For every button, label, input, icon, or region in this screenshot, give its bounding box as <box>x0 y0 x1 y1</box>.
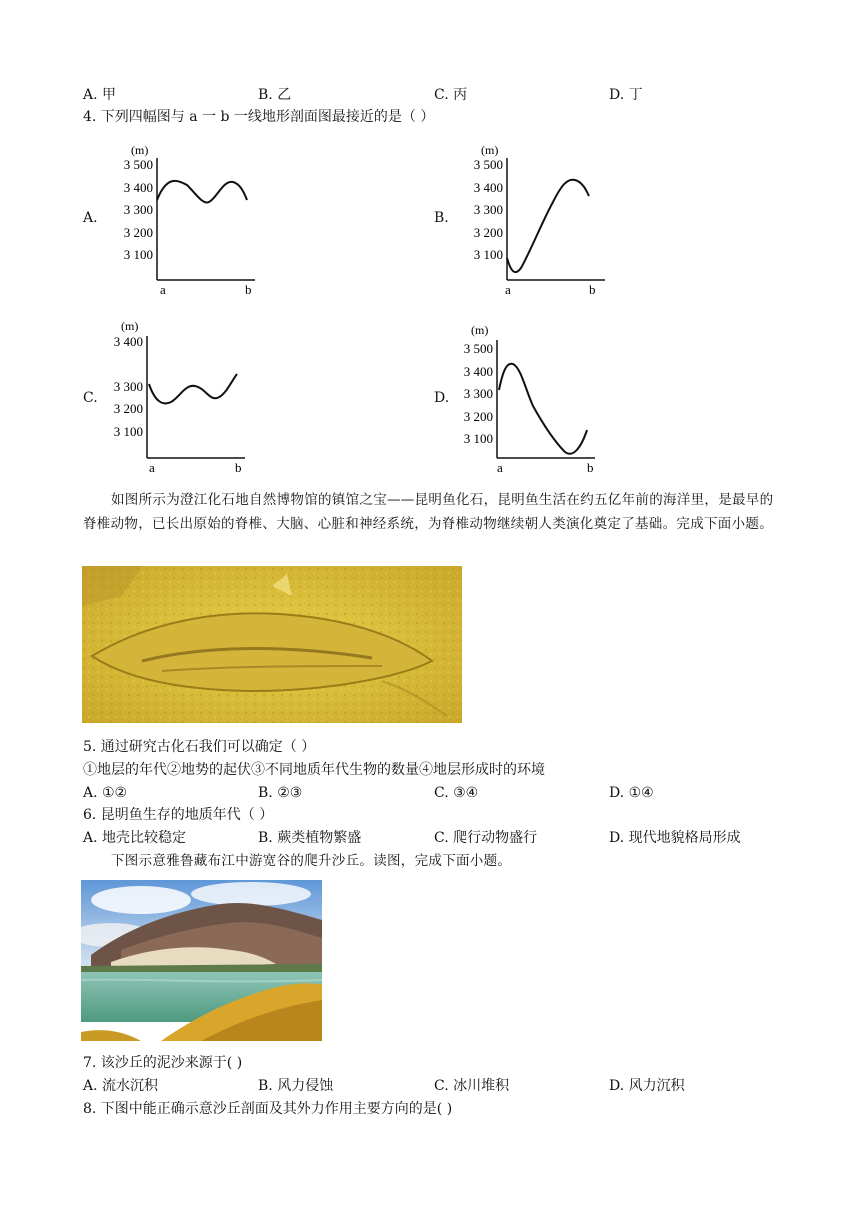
profile-graph-c <box>105 318 265 478</box>
profile-curve <box>507 180 589 272</box>
x-start-label: a <box>505 282 511 297</box>
q8-stem: 8. 下图中能正确示意沙丘剖面及其外力作用主要方向的是( ) <box>83 1101 453 1117</box>
unit-label: (m) <box>481 143 499 157</box>
y-tick: 3 500 <box>123 157 153 172</box>
y-tick: 3 500 <box>473 157 503 172</box>
q6-stem: 6. 昆明鱼生存的地质年代（ ） <box>83 807 274 823</box>
x-end-label: b <box>235 460 242 475</box>
y-tick: 3 400 <box>123 180 153 195</box>
y-tick: 3 100 <box>113 424 143 439</box>
y-tick: 3 200 <box>463 409 493 424</box>
q5-stem: 5. 通过研究古化石我们可以确定（ ） <box>83 739 316 755</box>
y-tick: 3 400 <box>113 334 143 349</box>
y-tick: 3 300 <box>463 386 493 401</box>
sand-dune-photo <box>81 880 322 1041</box>
profile-graph-a <box>105 140 265 300</box>
profile-curve <box>499 364 587 454</box>
unit-label: (m) <box>121 319 139 333</box>
y-tick: 3 300 <box>473 202 503 217</box>
passage-sand-dune: 下图示意雅鲁藏布江中游宽谷的爬升沙丘。读图，完成下面小题。 <box>111 853 512 869</box>
q7-stem: 7. 该沙丘的泥沙来源于( ) <box>83 1055 243 1071</box>
q5-option-b: B. ②③ <box>258 785 303 801</box>
q5-option-d: D. ①④ <box>609 785 654 801</box>
q7-option-c: C. 冰川堆积 <box>434 1078 510 1094</box>
y-tick: 3 400 <box>473 180 503 195</box>
q6-option-a: A. 地壳比较稳定 <box>83 830 187 846</box>
q4-label-c: C. <box>83 390 98 406</box>
passage-kunming-fish: 如图所示为澄江化石地自然博物馆的镇馆之宝——昆明鱼化石，昆明鱼生活在约五亿年前的海洋里，是最早的脊椎动物，已长出原始的脊椎、大脑、心脏和神经系统，为脊椎动物继续朝人类演化奠定了基础。完成下面小题。 <box>83 492 774 532</box>
x-end-label: b <box>245 282 252 297</box>
fossil-photo <box>82 566 462 723</box>
profile-graph-d <box>455 318 615 478</box>
q7-option-a: A. 流水沉积 <box>83 1078 159 1094</box>
q5-statements: ①地层的年代②地势的起伏③不同地质年代生物的数量④地层形成时的环境 <box>83 762 545 778</box>
x-start-label: a <box>149 460 155 475</box>
x-start-label: a <box>497 460 503 475</box>
q3-option-d: D. 丁 <box>609 87 643 103</box>
unit-label: (m) <box>471 323 489 337</box>
q3-option-b: B. 乙 <box>258 87 292 103</box>
y-tick: 3 200 <box>473 225 503 240</box>
y-tick: 3 100 <box>473 247 503 262</box>
y-tick: 3 200 <box>113 401 143 416</box>
q5-option-c: C. ③④ <box>434 785 479 801</box>
q7-option-b: B. 风力侵蚀 <box>258 1078 334 1094</box>
q4-label-b: B. <box>434 210 449 226</box>
y-tick: 3 500 <box>463 341 493 356</box>
q3-option-a: A. 甲 <box>83 87 117 103</box>
y-tick: 3 400 <box>463 364 493 379</box>
unit-label: (m) <box>131 143 149 157</box>
y-tick: 3 300 <box>123 202 153 217</box>
y-tick: 3 200 <box>123 225 153 240</box>
q6-option-c: C. 爬行动物盛行 <box>434 830 538 846</box>
q3-option-c: C. 丙 <box>434 87 468 103</box>
q6-option-b: B. 蕨类植物繁盛 <box>258 830 362 846</box>
q4-label-d: D. <box>434 390 450 406</box>
q4-stem: 4. 下列四幅图与 a 一 b 一线地形剖面图最接近的是（ ） <box>83 109 435 125</box>
profile-curve <box>157 181 247 203</box>
q4-label-a: A. <box>83 210 98 226</box>
x-end-label: b <box>589 282 596 297</box>
q7-option-d: D. 风力沉积 <box>609 1078 685 1094</box>
x-start-label: a <box>160 282 166 297</box>
y-tick: 3 100 <box>123 247 153 262</box>
q6-option-d: D. 现代地貌格局形成 <box>609 830 741 846</box>
y-tick: 3 300 <box>113 379 143 394</box>
profile-curve <box>149 374 237 403</box>
q5-option-a: A. ①② <box>83 785 128 801</box>
profile-graph-b <box>455 140 615 300</box>
x-end-label: b <box>587 460 594 475</box>
y-tick: 3 100 <box>463 431 493 446</box>
